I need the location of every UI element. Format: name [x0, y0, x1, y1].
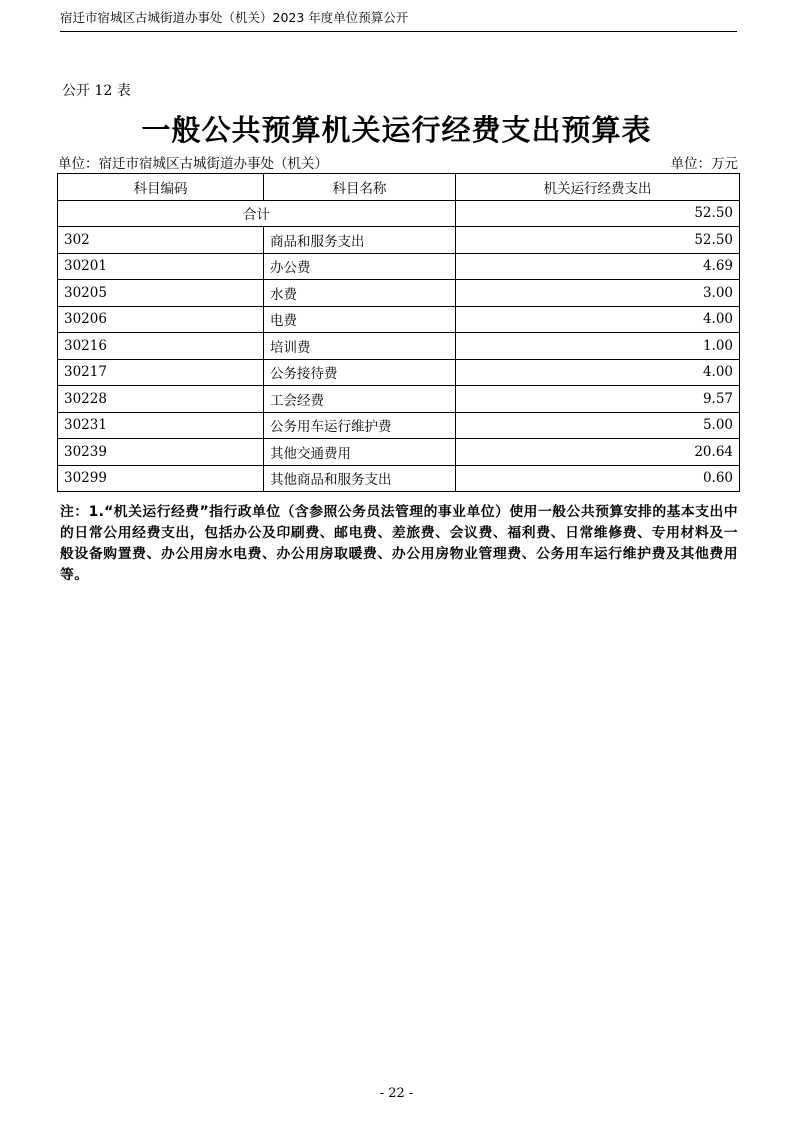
row-value: 0.60 — [456, 465, 740, 492]
row-name: 其他商品和服务支出 — [264, 465, 456, 492]
row-name: 其他交通费用 — [264, 439, 456, 466]
row-name: 电费 — [264, 306, 456, 333]
unit-organization: 单位：宿迁市宿城区古城街道办事处（机关） — [58, 156, 328, 172]
row-name: 水费 — [264, 280, 456, 307]
row-name: 公务用车运行维护费 — [264, 412, 456, 439]
row-value: 52.50 — [456, 227, 740, 254]
row-code: 30217 — [58, 359, 264, 386]
row-value: 1.00 — [456, 333, 740, 360]
table-row — [58, 253, 740, 280]
total-value: 52.50 — [456, 200, 740, 227]
row-name: 商品和服务支出 — [264, 227, 456, 254]
table-row — [58, 306, 740, 333]
row-code: 30299 — [58, 465, 264, 492]
row-name: 公务接待费 — [264, 359, 456, 386]
table-row — [58, 465, 740, 492]
header-name: 科目名称 — [264, 174, 456, 201]
header-code: 科目编码 — [58, 174, 264, 201]
row-value: 4.00 — [456, 359, 740, 386]
total-row — [58, 200, 740, 227]
total-label: 合计 — [58, 200, 456, 227]
page-title: 一般公共预算机关运行经费支出预算表 — [141, 113, 652, 147]
row-code: 30206 — [58, 306, 264, 333]
row-value: 4.00 — [456, 306, 740, 333]
table-row — [58, 359, 740, 386]
row-name: 办公费 — [264, 253, 456, 280]
table-header-row — [58, 174, 740, 201]
row-code: 30205 — [58, 280, 264, 307]
table-row — [58, 412, 740, 439]
header-expense: 机关运行经费支出 — [456, 174, 740, 201]
table-number: 公开 12 表 — [62, 83, 131, 99]
row-value: 3.00 — [456, 280, 740, 307]
row-name: 培训费 — [264, 333, 456, 360]
table-row — [58, 386, 740, 413]
table-row — [58, 439, 740, 466]
table-row — [58, 280, 740, 307]
row-code: 30239 — [58, 439, 264, 466]
budget-table — [57, 173, 740, 492]
row-code: 302 — [58, 227, 264, 254]
unit-currency: 单位：万元 — [670, 156, 738, 172]
footnote: 注：1.“机关运行经费”指行政单位（含参照公务员法管理的事业单位）使用一般公共预算安排的基本支出中的日常公用经费支出，包括办公及印刷费、邮电费、差旅费、会议费、福利费、日常维修费、专用材料及一般设备购置费、办公用房水电费、办公用房取暖费、办公用房物业管理费、公务用车运行维护费及其他费用等。 — [60, 504, 738, 583]
row-value: 9.57 — [456, 386, 740, 413]
row-code: 30216 — [58, 333, 264, 360]
row-name: 工会经费 — [264, 386, 456, 413]
row-code: 30228 — [58, 386, 264, 413]
row-code: 30231 — [58, 412, 264, 439]
row-value: 4.69 — [456, 253, 740, 280]
page-number: - 22 - — [379, 1086, 414, 1101]
running-header: 宿迁市宿城区古城街道办事处（机关）2023 年度单位预算公开 — [60, 8, 737, 32]
table-row — [58, 333, 740, 360]
table-row — [58, 227, 740, 254]
row-code: 30201 — [58, 253, 264, 280]
row-value: 5.00 — [456, 412, 740, 439]
row-value: 20.64 — [456, 439, 740, 466]
